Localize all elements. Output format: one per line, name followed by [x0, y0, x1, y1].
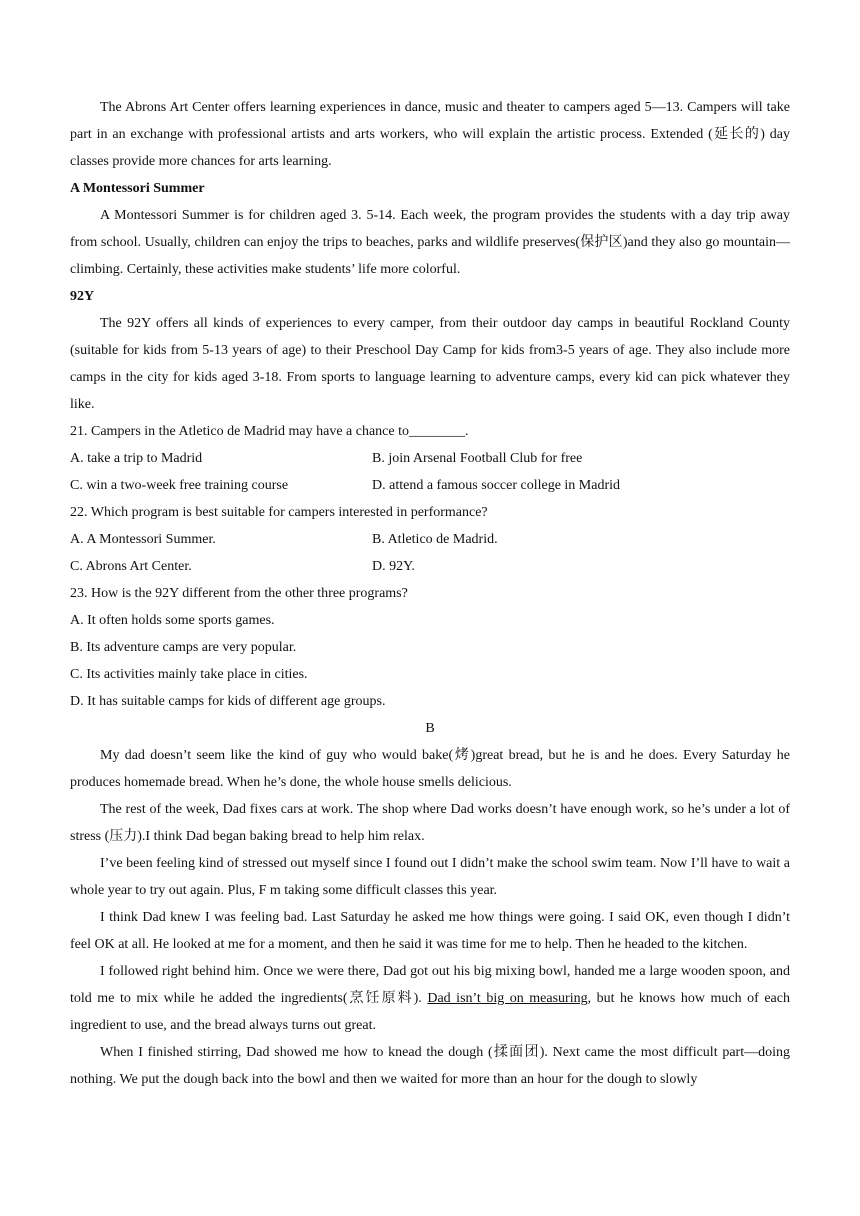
question-21-options-row-1 — [70, 445, 790, 472]
paragraph-5-text-after: , but he knows how much of each ingredient to use, and the bread always turns out great. — [70, 991, 790, 1033]
section-b-label: B — [425, 721, 435, 736]
question-21-option-a: A. take a trip to Madrid — [70, 451, 203, 466]
question-21-option-b: B. join Arsenal Football Club for free — [372, 451, 583, 466]
montessori-heading: A Montessori Summer — [70, 181, 205, 196]
question-22-options-row-2 — [70, 553, 790, 580]
question-21-options-row-2 — [70, 472, 790, 499]
document-page — [70, 94, 790, 1093]
y92-paragraph: The 92Y offers all kinds of experiences to every camper, from their outdoor day camps in beautiful Rockland County (suitable for kids from 5-13 years of age) to their Preschool Day Camp for kids from3-5 years of age. They also include more camps in the city for kids aged 3-18. From sports to language learning to adventure camps, every kid can pick whatever they like. — [70, 316, 790, 412]
question-23-option-c: C. Its activities mainly take place in cities. — [70, 667, 308, 682]
paragraph-5-text-before: I followed right behind him. Once we were there, Dad got out his big mixing bowl, handed me a large wooden spoon, and told me to mix while he added the ingredients(烹饪原料). — [70, 964, 790, 1006]
question-23-option-a: A. It often holds some sports games. — [70, 613, 275, 628]
section-b-paragraph-1: My dad doesn’t seem like the kind of guy who would bake(烤)great bread, but he is and he does. Every Saturday he produces homemade bread. When he’s done, the whole house smells delicious. — [70, 748, 790, 790]
underlined-phrase: Dad isn’t big on measuring — [427, 991, 588, 1006]
question-22-option-a: A. A Montessori Summer. — [70, 532, 216, 547]
section-b-paragraph-6: When I finished stirring, Dad showed me how to knead the dough (揉面团). Next came the most difficult part—doing nothing. We put the dough back into the bowl and then we waited for more than an hour for the dough to slowly — [70, 1045, 790, 1087]
section-b-paragraph-2: The rest of the week, Dad fixes cars at work. The shop where Dad works doesn’t have enough work, so he’s under a lot of stress (压力).I think Dad began baking bread to help him relax. — [70, 802, 790, 844]
abrons-paragraph: The Abrons Art Center offers learning experiences in dance, music and theater to campers aged 5—13. Campers will take part in an exchange with professional artists and arts workers, who will explain the artistic process. Extended (延长的) day classes provide more chances for arts learning. — [70, 100, 790, 169]
y92-heading: 92Y — [70, 289, 95, 304]
section-b-paragraph-3: I’ve been feeling kind of stressed out myself since I found out I didn’t make the school swim team. Now I’ll have to wait a whole year to try out again. Plus, F m taking some difficult classes this year. — [70, 856, 790, 898]
question-22-option-d: D. 92Y. — [372, 559, 415, 574]
section-b-paragraph-5 — [70, 958, 790, 1039]
question-21-stem: 21. Campers in the Atletico de Madrid may have a chance to________. — [70, 424, 469, 439]
question-22-stem: 22. Which program is best suitable for campers interested in performance? — [70, 505, 488, 520]
question-23-option-b: B. Its adventure camps are very popular. — [70, 640, 297, 655]
question-21-option-d: D. attend a famous soccer college in Madrid — [372, 478, 621, 493]
section-b-paragraph-4: I think Dad knew I was feeling bad. Last Saturday he asked me how things were going. I said OK, even though I didn’t feel OK at all. He looked at me for a moment, and then he said it was time for me to help. Then he headed to the kitchen. — [70, 910, 790, 952]
question-23-option-d: D. It has suitable camps for kids of different age groups. — [70, 694, 386, 709]
montessori-paragraph: A Montessori Summer is for children aged 3. 5-14. Each week, the program provides the students with a day trip away from school. Usually, children can enjoy the trips to beaches, parks and wildlife preserves(保护区)and they also go mountain—climbing. Certainly, these activities make students’ life more colorful. — [70, 208, 790, 277]
question-22-option-b: B. Atletico de Madrid. — [372, 532, 498, 547]
question-21-option-c: C. win a two-week free training course — [70, 478, 289, 493]
question-23-stem: 23. How is the 92Y different from the other three programs? — [70, 586, 408, 601]
question-22-options-row-1 — [70, 526, 790, 553]
question-22-option-c: C. Abrons Art Center. — [70, 559, 192, 574]
